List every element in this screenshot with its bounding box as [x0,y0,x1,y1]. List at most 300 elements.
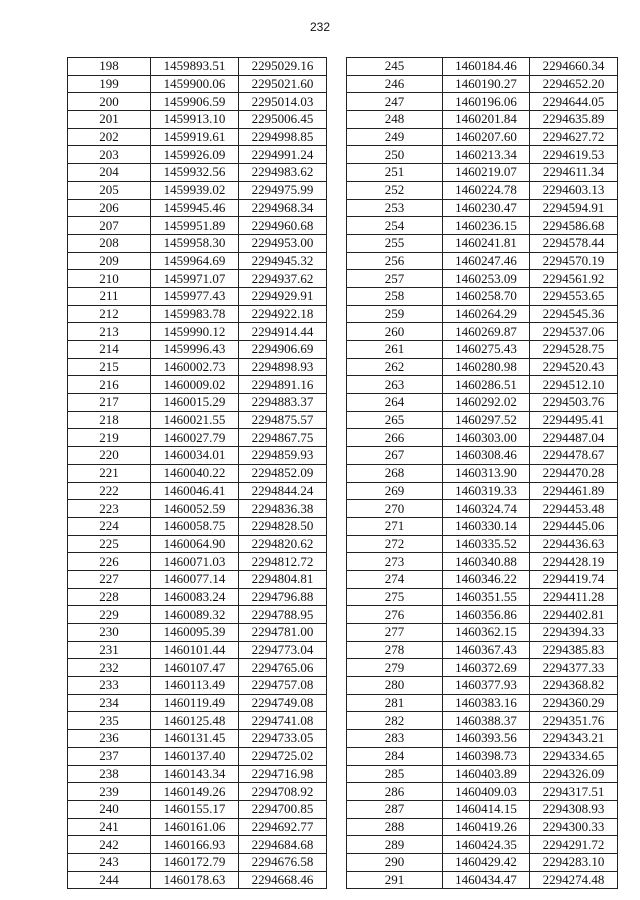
northing-cell: 1460241.81 [443,234,530,252]
point-number-cell: 267 [347,447,443,465]
easting-cell: 2294627.72 [530,128,618,146]
easting-cell: 2294377.33 [530,659,618,677]
point-number-cell: 283 [347,730,443,748]
table-row [68,836,327,854]
point-number-cell: 289 [347,836,443,854]
point-number-cell: 264 [347,394,443,412]
table-row [347,500,618,518]
northing-cell: 1460292.02 [443,394,530,412]
northing-cell: 1460083.24 [151,588,239,606]
easting-cell: 2294700.85 [239,800,327,818]
easting-cell: 2294594.91 [530,199,618,217]
point-number-cell: 235 [68,712,151,730]
table-row [347,712,618,730]
table-row [68,677,327,695]
table-row [347,853,618,871]
point-number-cell: 280 [347,677,443,695]
easting-cell: 2294676.58 [239,853,327,871]
easting-cell: 2294906.69 [239,341,327,359]
northing-cell: 1460095.39 [151,624,239,642]
easting-cell: 2294578.44 [530,234,618,252]
table-body [68,58,327,889]
easting-cell: 2294274.48 [530,871,618,889]
table-row [68,747,327,765]
point-number-cell: 248 [347,111,443,129]
easting-cell: 2294968.34 [239,199,327,217]
table-row [68,146,327,164]
northing-cell: 1460356.86 [443,606,530,624]
easting-cell: 2294844.24 [239,482,327,500]
northing-cell: 1460362.15 [443,624,530,642]
table-row [68,535,327,553]
northing-cell: 1459939.02 [151,181,239,199]
table-row [347,447,618,465]
point-number-cell: 201 [68,111,151,129]
easting-cell: 2294385.83 [530,641,618,659]
easting-cell: 2294428.19 [530,553,618,571]
northing-cell: 1460119.49 [151,694,239,712]
table-row [347,305,618,323]
easting-cell: 2294436.63 [530,535,618,553]
northing-cell: 1460101.44 [151,641,239,659]
northing-cell: 1460166.93 [151,836,239,854]
northing-cell: 1459945.46 [151,199,239,217]
easting-cell: 2294402.81 [530,606,618,624]
point-number-cell: 266 [347,429,443,447]
northing-cell: 1459932.56 [151,164,239,182]
table-row [68,199,327,217]
easting-cell: 2294291.72 [530,836,618,854]
table-row [68,853,327,871]
point-number-cell: 246 [347,75,443,93]
point-number-cell: 245 [347,58,443,76]
easting-cell: 2294545.36 [530,305,618,323]
point-number-cell: 215 [68,358,151,376]
table-row [68,93,327,111]
northing-cell: 1460155.17 [151,800,239,818]
table-row [68,411,327,429]
easting-cell: 2294804.81 [239,570,327,588]
northing-cell: 1460403.89 [443,765,530,783]
table-row [68,588,327,606]
table-row [347,730,618,748]
northing-cell: 1460137.40 [151,747,239,765]
northing-cell: 1460340.88 [443,553,530,571]
point-number-cell: 225 [68,535,151,553]
easting-cell: 2294445.06 [530,517,618,535]
table-row [347,376,618,394]
table-row [68,323,327,341]
easting-cell: 2294326.09 [530,765,618,783]
point-number-cell: 288 [347,818,443,836]
northing-cell: 1459951.89 [151,217,239,235]
table-row [68,783,327,801]
easting-cell: 2294419.74 [530,570,618,588]
northing-cell: 1460346.22 [443,570,530,588]
easting-cell: 2294991.24 [239,146,327,164]
northing-cell: 1460247.46 [443,252,530,270]
easting-cell: 2294765.06 [239,659,327,677]
table-row [68,252,327,270]
point-number-cell: 227 [68,570,151,588]
table-row [68,58,327,76]
northing-cell: 1460143.34 [151,765,239,783]
point-number-cell: 208 [68,234,151,252]
table-row [68,358,327,376]
easting-cell: 2294586.68 [530,217,618,235]
table-row [68,181,327,199]
table-row [347,871,618,889]
easting-cell: 2294812.72 [239,553,327,571]
table-row [347,252,618,270]
point-number-cell: 290 [347,853,443,871]
easting-cell: 2294528.75 [530,341,618,359]
table-row [68,341,327,359]
easting-cell: 2294891.16 [239,376,327,394]
easting-cell: 2294317.51 [530,783,618,801]
easting-cell: 2294757.08 [239,677,327,695]
northing-cell: 1460286.51 [443,376,530,394]
point-number-cell: 269 [347,482,443,500]
point-number-cell: 217 [68,394,151,412]
easting-cell: 2294512.10 [530,376,618,394]
northing-cell: 1460213.34 [443,146,530,164]
easting-cell: 2294796.88 [239,588,327,606]
easting-cell: 2294914.44 [239,323,327,341]
point-number-cell: 214 [68,341,151,359]
northing-cell: 1460414.15 [443,800,530,818]
northing-cell: 1460021.55 [151,411,239,429]
table-row [347,217,618,235]
easting-cell: 2294503.76 [530,394,618,412]
northing-cell: 1460388.37 [443,712,530,730]
point-number-cell: 230 [68,624,151,642]
table-row [347,464,618,482]
easting-cell: 2294635.89 [530,111,618,129]
point-number-cell: 271 [347,517,443,535]
point-number-cell: 207 [68,217,151,235]
table-row [68,111,327,129]
northing-cell: 1459906.59 [151,93,239,111]
northing-cell: 1460258.70 [443,287,530,305]
point-number-cell: 275 [347,588,443,606]
easting-cell: 2294461.89 [530,482,618,500]
northing-cell: 1460125.48 [151,712,239,730]
northing-cell: 1460230.47 [443,199,530,217]
point-number-cell: 250 [347,146,443,164]
easting-cell: 2294716.98 [239,765,327,783]
easting-cell: 2294725.02 [239,747,327,765]
point-number-cell: 216 [68,376,151,394]
northing-cell: 1459964.69 [151,252,239,270]
table-row [347,836,618,854]
northing-cell: 1460113.49 [151,677,239,695]
table-row [347,58,618,76]
point-number-cell: 222 [68,482,151,500]
point-number-cell: 259 [347,305,443,323]
easting-cell: 2294883.37 [239,394,327,412]
table-row [68,641,327,659]
point-number-cell: 238 [68,765,151,783]
point-number-cell: 199 [68,75,151,93]
northing-cell: 1460330.14 [443,517,530,535]
northing-cell: 1460319.33 [443,482,530,500]
point-number-cell: 278 [347,641,443,659]
point-number-cell: 243 [68,853,151,871]
northing-cell: 1459983.78 [151,305,239,323]
easting-cell: 2295014.03 [239,93,327,111]
northing-cell: 1460064.90 [151,535,239,553]
point-number-cell: 256 [347,252,443,270]
northing-cell: 1459977.43 [151,287,239,305]
table-row [68,447,327,465]
easting-cell: 2294684.68 [239,836,327,854]
northing-cell: 1460297.52 [443,411,530,429]
northing-cell: 1460172.79 [151,853,239,871]
northing-cell: 1460190.27 [443,75,530,93]
easting-cell: 2294644.05 [530,93,618,111]
table-row [68,659,327,677]
table-row [68,765,327,783]
northing-cell: 1460308.46 [443,447,530,465]
point-number-cell: 286 [347,783,443,801]
table-row [347,553,618,571]
easting-cell: 2294998.85 [239,128,327,146]
table-row [347,535,618,553]
page-number: 232 [309,20,331,34]
point-number-cell: 233 [68,677,151,695]
easting-cell: 2294561.92 [530,270,618,288]
easting-cell: 2294875.57 [239,411,327,429]
point-number-cell: 200 [68,93,151,111]
point-number-cell: 223 [68,500,151,518]
point-number-cell: 232 [68,659,151,677]
northing-cell: 1460015.29 [151,394,239,412]
northing-cell: 1460052.59 [151,500,239,518]
northing-cell: 1459990.12 [151,323,239,341]
easting-cell: 2294351.76 [530,712,618,730]
easting-cell: 2294975.99 [239,181,327,199]
point-number-cell: 212 [68,305,151,323]
point-number-cell: 242 [68,836,151,854]
point-number-cell: 281 [347,694,443,712]
table-row [68,394,327,412]
table-row [347,75,618,93]
northing-cell: 1459996.43 [151,341,239,359]
table-row [68,694,327,712]
northing-cell: 1460046.41 [151,482,239,500]
table-row [68,164,327,182]
northing-cell: 1460219.07 [443,164,530,182]
easting-cell: 2294300.33 [530,818,618,836]
easting-cell: 2294836.38 [239,500,327,518]
table-row [68,464,327,482]
easting-cell: 2294852.09 [239,464,327,482]
northing-cell: 1460040.22 [151,464,239,482]
table-row [347,93,618,111]
table-row [347,641,618,659]
easting-cell: 2294708.92 [239,783,327,801]
table-row [68,800,327,818]
point-number-cell: 265 [347,411,443,429]
easting-cell: 2294537.06 [530,323,618,341]
easting-cell: 2294867.75 [239,429,327,447]
easting-cell: 2294788.95 [239,606,327,624]
point-number-cell: 279 [347,659,443,677]
northing-cell: 1460424.35 [443,836,530,854]
table-row [347,199,618,217]
table-row [68,128,327,146]
table-row [68,305,327,323]
easting-cell: 2294983.62 [239,164,327,182]
easting-cell: 2294520.43 [530,358,618,376]
point-number-cell: 260 [347,323,443,341]
northing-cell: 1460184.46 [443,58,530,76]
point-number-cell: 272 [347,535,443,553]
northing-cell: 1460149.26 [151,783,239,801]
point-number-cell: 277 [347,624,443,642]
table-row [68,553,327,571]
point-number-cell: 221 [68,464,151,482]
northing-cell: 1460077.14 [151,570,239,588]
table-row [347,659,618,677]
point-number-cell: 236 [68,730,151,748]
northing-cell: 1459958.30 [151,234,239,252]
table-row [347,111,618,129]
easting-cell: 2294922.18 [239,305,327,323]
point-number-cell: 234 [68,694,151,712]
northing-cell: 1460434.47 [443,871,530,889]
point-number-cell: 210 [68,270,151,288]
table-row [68,287,327,305]
easting-cell: 2294570.19 [530,252,618,270]
table-row [347,270,618,288]
point-number-cell: 218 [68,411,151,429]
northing-cell: 1460131.45 [151,730,239,748]
point-number-cell: 202 [68,128,151,146]
point-number-cell: 284 [347,747,443,765]
point-number-cell: 239 [68,783,151,801]
table-row [68,376,327,394]
northing-cell: 1460071.03 [151,553,239,571]
point-number-cell: 291 [347,871,443,889]
northing-cell: 1460107.47 [151,659,239,677]
point-number-cell: 229 [68,606,151,624]
northing-cell: 1459971.07 [151,270,239,288]
point-number-cell: 206 [68,199,151,217]
point-number-cell: 257 [347,270,443,288]
point-number-cell: 254 [347,217,443,235]
table-row [347,783,618,801]
easting-cell: 2294781.00 [239,624,327,642]
table-row [347,234,618,252]
northing-cell: 1460002.73 [151,358,239,376]
point-number-cell: 209 [68,252,151,270]
point-number-cell: 270 [347,500,443,518]
table-row [347,323,618,341]
point-number-cell: 203 [68,146,151,164]
table-row [347,429,618,447]
easting-cell: 2294308.93 [530,800,618,818]
easting-cell: 2294619.53 [530,146,618,164]
table-row [68,75,327,93]
point-number-cell: 228 [68,588,151,606]
easting-cell: 2294660.34 [530,58,618,76]
table-row [68,730,327,748]
easting-cell: 2294334.65 [530,747,618,765]
table-row [347,341,618,359]
point-number-cell: 244 [68,871,151,889]
table-row [347,482,618,500]
easting-cell: 2294733.05 [239,730,327,748]
easting-cell: 2294453.48 [530,500,618,518]
easting-cell: 2294470.28 [530,464,618,482]
easting-cell: 2294487.04 [530,429,618,447]
point-number-cell: 231 [68,641,151,659]
easting-cell: 2294859.93 [239,447,327,465]
point-number-cell: 255 [347,234,443,252]
point-number-cell: 252 [347,181,443,199]
northing-cell: 1460058.75 [151,517,239,535]
easting-cell: 2294937.62 [239,270,327,288]
table-row [347,164,618,182]
northing-cell: 1460089.32 [151,606,239,624]
point-number-cell: 287 [347,800,443,818]
table-row [68,606,327,624]
northing-cell: 1460161.06 [151,818,239,836]
easting-cell: 2294603.13 [530,181,618,199]
table-row [68,429,327,447]
coordinate-table-right [346,57,618,889]
easting-cell: 2294945.32 [239,252,327,270]
northing-cell: 1459893.51 [151,58,239,76]
northing-cell: 1460178.63 [151,871,239,889]
northing-cell: 1460377.93 [443,677,530,695]
point-number-cell: 219 [68,429,151,447]
table-row [347,358,618,376]
table-row [347,765,618,783]
northing-cell: 1460313.90 [443,464,530,482]
point-number-cell: 276 [347,606,443,624]
easting-cell: 2294343.21 [530,730,618,748]
table-row [347,694,618,712]
easting-cell: 2294741.08 [239,712,327,730]
point-number-cell: 226 [68,553,151,571]
point-number-cell: 213 [68,323,151,341]
northing-cell: 1460383.16 [443,694,530,712]
northing-cell: 1460280.98 [443,358,530,376]
table-row [347,517,618,535]
point-number-cell: 224 [68,517,151,535]
point-number-cell: 268 [347,464,443,482]
point-number-cell: 241 [68,818,151,836]
table-row [347,570,618,588]
easting-cell: 2295029.16 [239,58,327,76]
northing-cell: 1460027.79 [151,429,239,447]
point-number-cell: 273 [347,553,443,571]
northing-cell: 1460269.87 [443,323,530,341]
easting-cell: 2294749.08 [239,694,327,712]
point-number-cell: 220 [68,447,151,465]
easting-cell: 2294394.33 [530,624,618,642]
northing-cell: 1460324.74 [443,500,530,518]
table-row [347,146,618,164]
easting-cell: 2294478.67 [530,447,618,465]
northing-cell: 1460009.02 [151,376,239,394]
easting-cell: 2294611.34 [530,164,618,182]
point-number-cell: 285 [347,765,443,783]
table-row [347,128,618,146]
